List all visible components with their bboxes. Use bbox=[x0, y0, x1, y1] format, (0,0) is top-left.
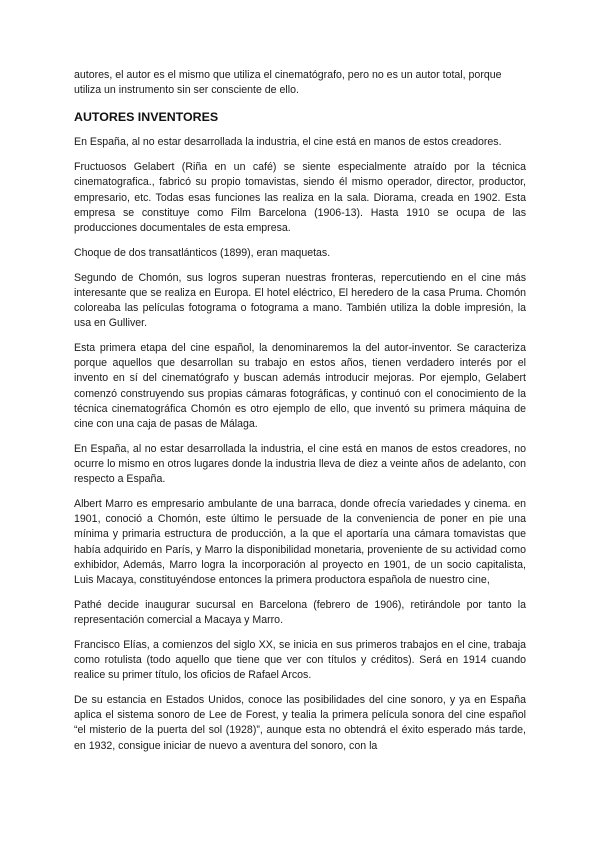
paragraph-gelabert: Fructuosos Gelabert (Riña en un café) se siente especialmente atraído por la técnica cinematografica., fabricó su propio tomavistas, siendo él mismo operador, director, productor, empresario, etc. Todas esas funciones las realiza en la sala. Diorama, creada en 1902. Esta empresa se constituye como Film Barcelona (1906-13). Hasta 1910 se ocupa de las producciones documentales de esta empresa. bbox=[74, 161, 526, 235]
paragraph-chomon: Segundo de Chomón, sus logros superan nuestras fronteras, repercutiendo en el cine más interesante que se realiza en Europa. El hotel eléctrico, El heredero de la casa Pruma. Chomón coloreaba las películas fotograma o fotograma a mano. También utiliza la doble impresión, la usa en Gulliver. bbox=[74, 271, 526, 330]
paragraph-elias: Francisco Elías, a comienzos del siglo XX, se inicia en sus primeros trabajos en el cine, trabaja como rotulista (todo aquello que tiene que ver con títulos y créditos). Será en 1914 cuando realice su primer título, los oficios de Rafael Arcos. bbox=[74, 638, 526, 682]
paragraph-espana-industria: En España, al no estar desarrollada la industria, el cine está en manos de estos creadores, no ocurre lo mismo en otros lugares donde la industria lleva de diez a veinte años de adelanto, con respecto a España. bbox=[74, 442, 526, 486]
paragraph-intro: autores, el autor es el mismo que utiliza el cinematógrafo, pero no es un autor total, porque utiliza un instrumento sin ser consciente de ello. bbox=[74, 69, 502, 97]
paragraph-choque: Choque de dos transatlánticos (1899), eran maquetas. bbox=[74, 246, 331, 259]
section-heading: AUTORES INVENTORES bbox=[74, 110, 219, 125]
paragraph-autor-inventor: Esta primera etapa del cine español, la denominaremos la del autor-inventor. Se caracteriza porque aquellos que desarrollan su trabajo en estos años, tienen verdadero interés por el invento en sí del cinematógrafo y buscan además introducir mejoras. Por ejemplo, Gelabert comenzó construyendo sus propias cámaras fotográficas, y continuó con el conocimiento de la técnica cinematográfica Chomón es otro ejemplo de ello, que inventó su primera máquina de cine con una caja de pasas de Málaga. bbox=[74, 342, 526, 431]
paragraph-marro: Albert Marro es empresario ambulante de una barraca, donde ofrecía variedades y cinema. en 1901, conoció a Chomón, este último le persuade de la conveniencia de poner en pie una mínima y primaria estructura de producción, a la que el aportaría una cámara tomavistas que había adquirido en París, y Marro la disponibilidad monetaria, proveniente de su actividad como exhibidor, Además, Marro logra la incorporación al proyecto en 1901, de un socio capitalista, Luis Macaya, constituyéndose entonces la primera productora española de nuestro cine, bbox=[74, 498, 526, 587]
paragraph-sonoro: De su estancia en Estados Unidos, conoce las posibilidades del cine sonoro, y ya en España aplica el sistema sonoro de Lee de Forest, y tealia la primera película sonora del cine español “el misterio de la puerta del sol (1928)”, aunque esta no obtendrá el éxito esperado más tarde, en 1932, consigue iniciar de nuevo a aventura del sonoro, con la bbox=[74, 694, 526, 752]
paragraph-pathe: Pathé decide inaugurar sucursal en Barcelona (febrero de 1906), retirándole por tanto la representación comercial a Macaya y Marro. bbox=[74, 598, 526, 627]
document-page bbox=[74, 68, 526, 763]
paragraph-espana: En España, al no estar desarrollada la industria, el cine está en manos de estos creadores. bbox=[74, 136, 502, 149]
